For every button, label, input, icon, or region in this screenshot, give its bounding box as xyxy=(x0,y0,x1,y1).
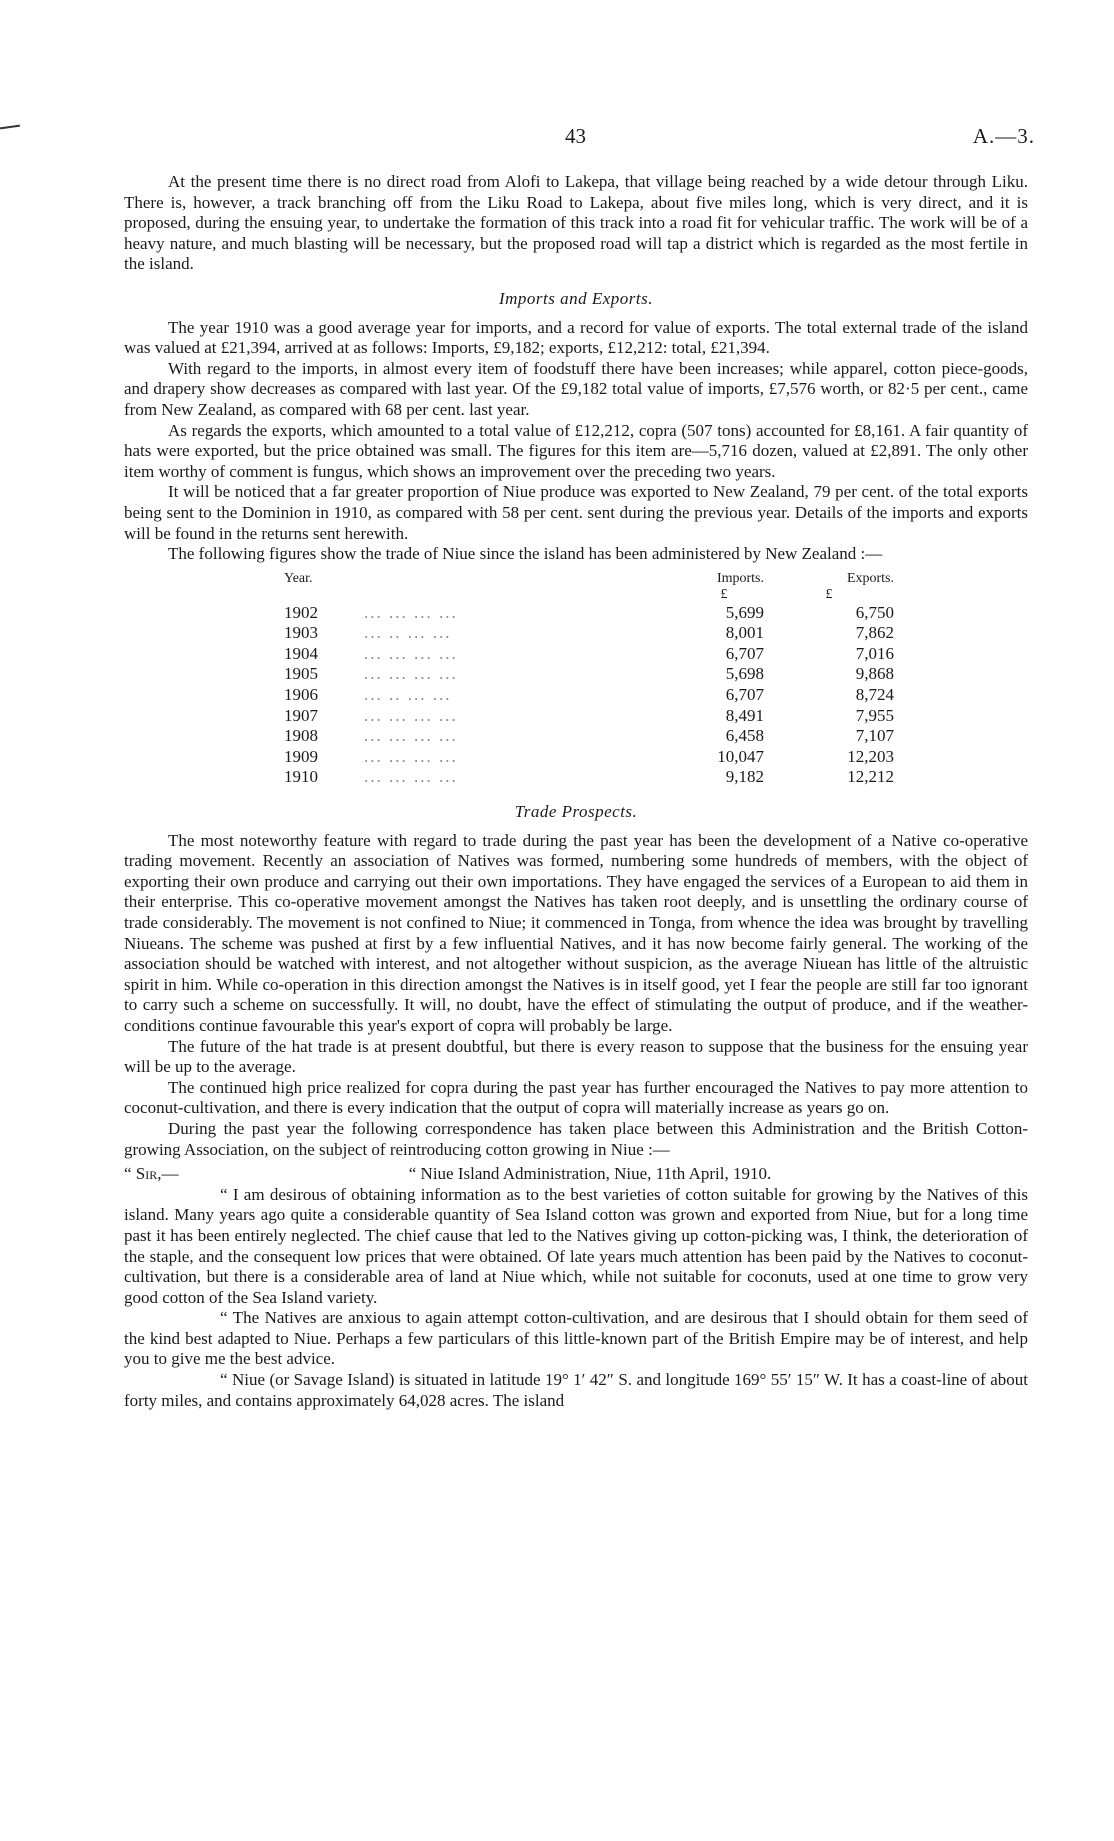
paragraph: The year 1910 was a good average year for imports, and a record for value of exports. The total external trade of the island was valued at £21,394, arrived at as follows: Imports, £9,182; exports, £12,212: total, £21,394. xyxy=(124,317,1028,358)
cell-year: 1904 xyxy=(284,643,318,663)
table-row xyxy=(284,747,914,768)
cell-imports: 8,001 xyxy=(725,623,764,643)
letter-dateline: “ Niue Island Administration, Niue, 11th April, 1910. xyxy=(408,1164,772,1184)
cell-exports: 9,868 xyxy=(855,664,894,684)
cell-exports: 6,750 xyxy=(855,602,894,622)
section-heading-trade-prospects: Trade Prospects. xyxy=(514,802,638,822)
leader-dots: ... ... ... ... xyxy=(364,746,458,766)
cell-exports: 7,107 xyxy=(855,726,894,746)
cell-year: 1903 xyxy=(284,623,318,643)
table-row xyxy=(284,685,914,706)
cell-imports: 6,707 xyxy=(725,643,764,663)
column-header-imports: Imports. xyxy=(716,570,764,586)
cell-year: 1910 xyxy=(284,767,318,787)
leader-dots: ... ... ... ... xyxy=(364,726,458,746)
cell-imports: 5,699 xyxy=(725,602,764,622)
cell-year: 1906 xyxy=(284,685,318,705)
cell-year: 1902 xyxy=(284,602,318,622)
leader-dots: ... .. ... ... xyxy=(364,623,452,643)
cell-year: 1908 xyxy=(284,726,318,746)
leader-dots: ... .. ... ... xyxy=(364,685,452,705)
column-header-year: Year. xyxy=(284,570,313,586)
paragraph: The most noteworthy feature with regard to trade during the past year has been the development of a Native co-operative trading movement. Recently an association of Natives was formed, numbering some hundreds of members, with the object of exporting their own produce and carrying out their own importations. They have engaged the services of a European to aid them in their enterprise. This co-operative movement amongst the Natives has taken root deeply, and is unsettling the ordinary course of trade considerably. The movement is not confined to Niue; it commenced in Tonga, from whence the idea was brought by travelling Niueans. The scheme was pushed at first by a few influential Natives, and it has now become fairly general. The working of the association should be watched with interest, and not altogether without suspicion, as the average Niuean has little of the altruistic spirit in him. While co-operation in this direction amongst the Natives is in itself good, yet I fear the people are still far too ignorant to carry such a scheme on successfully. It will, no doubt, have the effect of stimulating the output of produce, and if the weather-conditions continue favourable this year's export of copra will probably be large. xyxy=(124,830,1028,1035)
unit-imports: £ xyxy=(720,586,728,602)
leader-dots: ... ... ... ... xyxy=(364,602,458,622)
cell-imports: 8,491 xyxy=(725,705,764,725)
paragraph: During the past year the following correspondence has taken place between this Administration and the British Cotton-growing Association, on the subject of reintroducing cotton growing in Niue :— xyxy=(124,1118,1028,1159)
letter-paragraph: “ I am desirous of obtaining information as to the best varieties of cotton suitable for growing by the Natives of this island. Many years ago quite a considerable quantity of Sea Island cotton was grown and exported from Niue, but for a long time past it has been entirely neglected. The chief cause that led to the Natives giving up cotton-picking was, I think, the deterioration of the staple, and the consequent low prices that were obtained. Of late years much attention has been paid by the Natives to coconut-cultivation, but there is a considerable area of land at Niue which, while not suitable for coconuts, used at one time to grow very good cotton of the Sea Island variety. xyxy=(124,1184,1028,1307)
cell-exports: 8,724 xyxy=(855,685,894,705)
leader-dots: ... ... ... ... xyxy=(364,705,458,725)
table-row xyxy=(284,644,914,665)
letter-body xyxy=(124,1185,1028,1412)
table-row xyxy=(284,603,914,624)
unit-exports: £ xyxy=(825,586,833,602)
paragraph: As regards the exports, which amounted to a total value of £12,212, copra (507 tons) accounted for £8,161. A fair quantity of hats were exported, but the price obtained was small. The figures for this item are—5,716 dozen, valued at £2,891. The only other item worthy of comment is fungus, which shows an improvement over the preceding two years. xyxy=(124,420,1028,481)
cell-imports: 10,047 xyxy=(717,746,764,766)
margin-mark xyxy=(0,125,20,130)
leader-dots: ... ... ... ... xyxy=(364,664,458,684)
paragraph: The continued high price realized for copra during the past year has further encouraged the Natives to pay more attention to coconut-cultivation, and there is every indication that the output of copra will materially increase as years go on. xyxy=(124,1077,1028,1118)
letter-paragraph: “ Niue (or Savage Island) is situated in latitude 19° 1′ 42″ S. and longitude 169° 55′ 15″ W. It has a coast-line of about forty miles, and contains approximately 64,028 acres. The island xyxy=(124,1370,1028,1410)
table-row xyxy=(284,726,914,747)
paragraph: The future of the hat trade is at present doubtful, but there is every reason to suppose that the business for the ensuing year will be up to the average. xyxy=(124,1036,1028,1077)
document-reference: A.—3. xyxy=(972,124,1035,148)
cell-imports: 6,458 xyxy=(725,726,764,746)
leader-dots: ... ... ... ... xyxy=(364,643,458,663)
cell-exports: 7,016 xyxy=(855,643,894,663)
cell-imports: 9,182 xyxy=(725,767,764,787)
letter-salutation: “ Sir,— xyxy=(124,1164,179,1184)
cell-imports: 5,698 xyxy=(725,664,764,684)
cell-imports: 6,707 xyxy=(725,685,764,705)
letter-paragraph: “ The Natives are anxious to again attempt cotton-cultivation, and are desirous that I should obtain for them seed of the kind best adapted to Niue. Perhaps a few particulars of this little-known part of the British Empire may be of interest, and help you to give me the best advice. xyxy=(124,1308,1028,1369)
paragraph: With regard to the imports, in almost every item of foodstuff there have been increases; while apparel, cotton piece-goods, and drapery show decreases as compared with last year. Of the £9,182 total value of imports, £7,576 worth, or 82·5 per cent., came from New Zealand, as compared with 68 per cent. last year. xyxy=(124,358,1028,419)
letter-salutation-line xyxy=(124,1164,1028,1185)
cell-year: 1907 xyxy=(284,705,318,725)
cell-exports: 7,862 xyxy=(855,623,894,643)
leader-dots: ... ... ... ... xyxy=(364,767,458,787)
table-row xyxy=(284,706,914,727)
table-row xyxy=(284,623,914,644)
section-heading-imports-exports: Imports and Exports. xyxy=(498,288,654,308)
paragraph: The following figures show the trade of Niue since the island has been administered by New Zealand :— xyxy=(168,544,883,564)
page-header xyxy=(125,124,1035,154)
page-content xyxy=(124,172,1028,1411)
table-unit-row xyxy=(284,587,914,603)
trade-table xyxy=(284,571,914,788)
cell-year: 1909 xyxy=(284,746,318,766)
paragraph: It will be noticed that a far greater proportion of Niue produce was exported to New Zealand, 79 per cent. of the total exports being sent to the Dominion in 1910, as compared with 58 per cent. sent during the previous year. Details of the imports and exports will be found in the returns sent herewith. xyxy=(124,482,1028,543)
table-header-row xyxy=(284,571,914,587)
column-header-exports: Exports. xyxy=(846,570,894,586)
cell-exports: 12,203 xyxy=(847,746,894,766)
intro-paragraph: At the present time there is no direct road from Alofi to Lakepa, that village being reached by a wide detour through Liku. There is, however, a track branching off from the Liku Road to Lakepa, about five miles long, which is very direct, and it is proposed, during the ensuing year, to undertake the formation of this track into a road fit for vehicular traffic. The work will be of a heavy nature, and much blasting will be necessary, but the proposed road will tap a district which is regarded as the most fertile in the island. xyxy=(124,172,1028,274)
page-number: 43 xyxy=(565,124,586,148)
cell-year: 1905 xyxy=(284,664,318,684)
cell-exports: 12,212 xyxy=(847,767,894,787)
table-row xyxy=(284,664,914,685)
cell-exports: 7,955 xyxy=(855,705,894,725)
table-row xyxy=(284,767,914,788)
